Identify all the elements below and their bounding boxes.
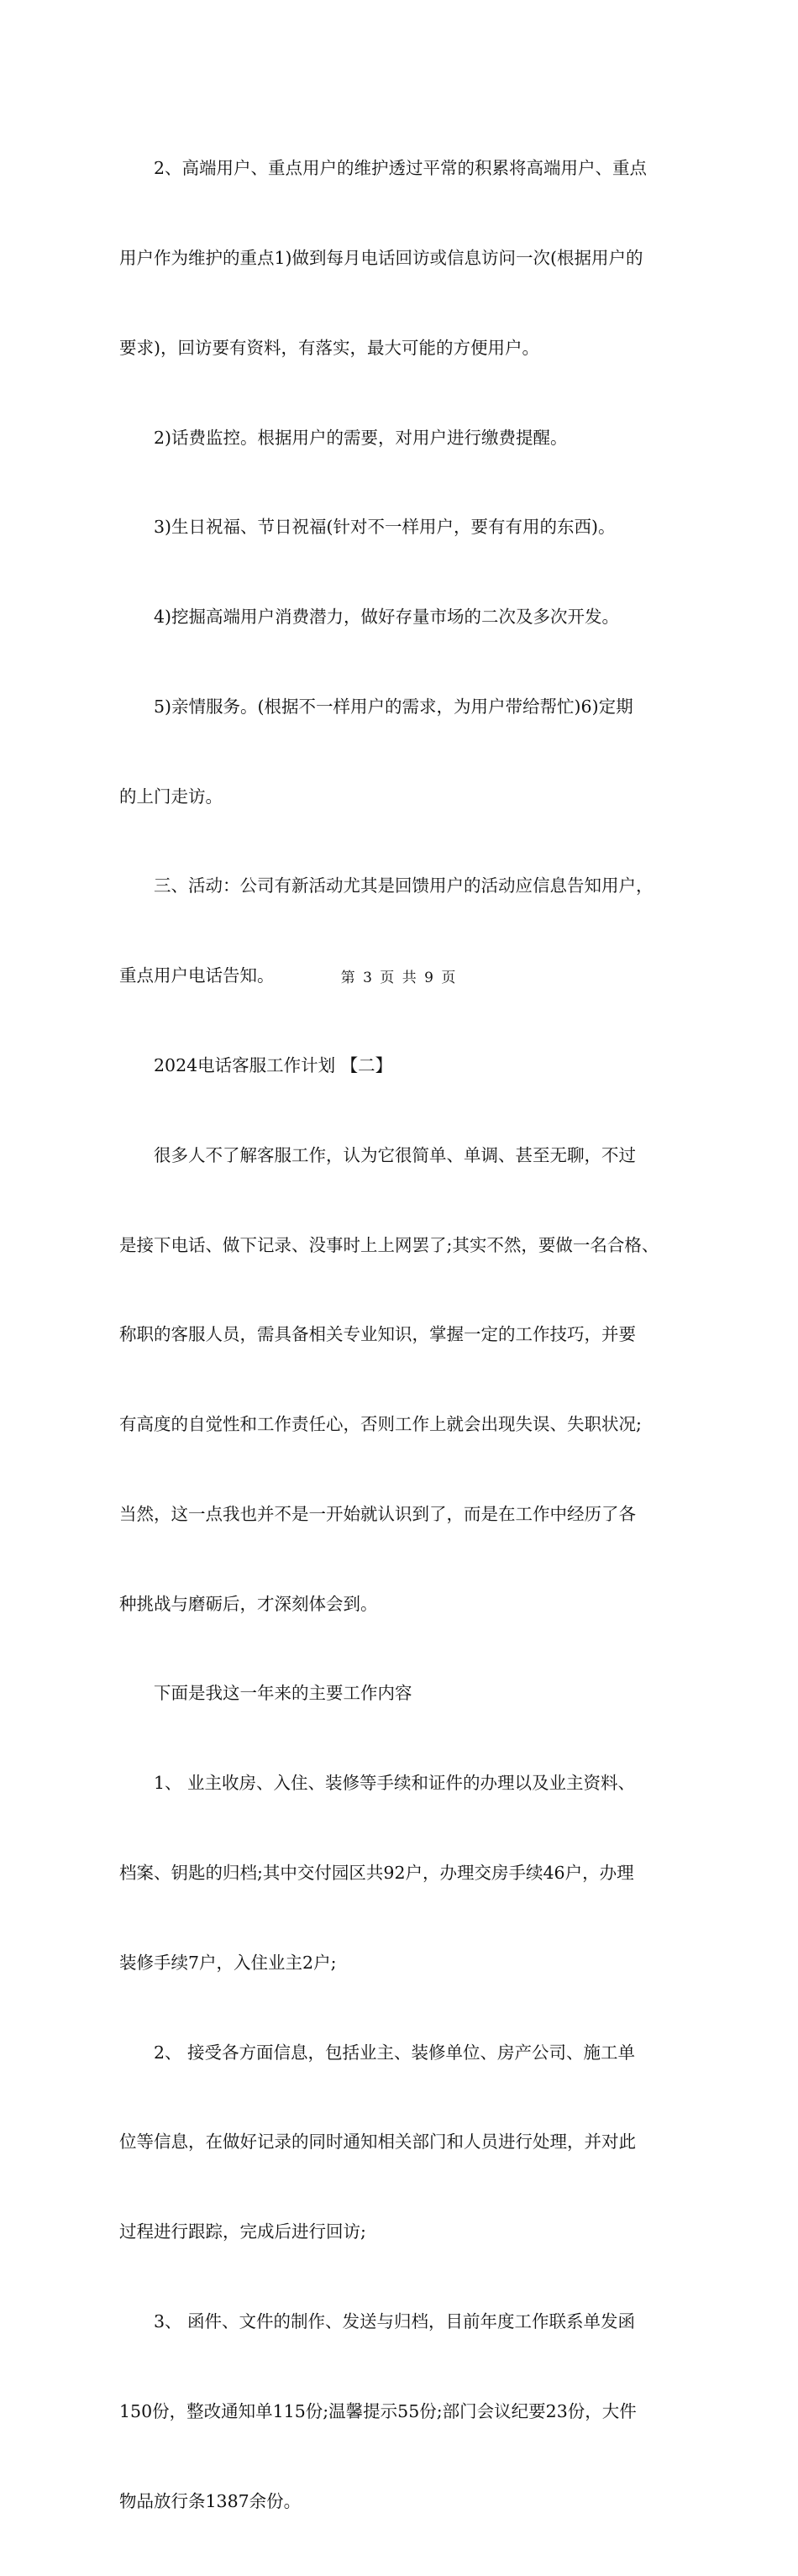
text-line: 150份，整改通知单115份;温馨提示55份;部门会议纪要23份，大件: [119, 2400, 637, 2421]
text-line: 档案、钥匙的归档;其中交付园区共92户，办理交房手续46户，办理: [119, 1863, 634, 1884]
text-line: 3)生日祝福、节日祝福(针对不一样用户，要有有用的东西)。: [119, 517, 616, 538]
text-line: 1、 业主收房、入住、装修等手续和证件的办理以及业主资料、: [119, 1773, 636, 1794]
text-line: 2)话费监控。根据用户的需要，对用户进行缴费提醒。: [119, 427, 568, 448]
text-line: 物品放行条1387余份。: [119, 2490, 302, 2511]
text-line: 2、 接受各方面信息，包括业主、装修单位、房产公司、施工单: [119, 2042, 636, 2063]
text-line: 很多人不了解客服工作，认为它很简单、单调、甚至无聊，不过: [119, 1144, 636, 1165]
text-line: 三、活动：公司有新活动尤其是回馈用户的活动应信息告知用户，: [119, 875, 654, 896]
text-line: 用户作为维护的重点1)做到每月电话回访或信息访问一次(根据用户的: [119, 247, 643, 268]
text-line: 4)挖掘高端用户消费潜力，做好存量市场的二次及多次开发。: [119, 607, 620, 628]
text-line: 种挑战与磨砺后，才深刻体会到。: [119, 1593, 378, 1614]
section-heading: 2024电话客服工作计划 【二】: [119, 1055, 393, 1075]
text-line: 过程进行跟踪，完成后进行回访;: [119, 2221, 366, 2242]
text-line: 2、高端用户、重点用户的维护透过平常的积累将高端用户、重点: [119, 158, 648, 179]
text-line: 当然，这一点我也并不是一开始就认识到了，而是在工作中经历了各: [119, 1503, 636, 1524]
text-line: 装修手续7户，入住业主2户;: [119, 1952, 337, 1973]
text-line: 5)亲情服务。(根据不一样用户的需求，为用户带给帮忙)6)定期: [119, 696, 633, 717]
page-number-footer: 第 3 页 共 9 页: [340, 970, 458, 986]
text-line: 下面是我这一年来的主要工作内容: [119, 1683, 412, 1704]
text-line: 有高度的自觉性和工作责任心，否则工作上就会出现失误、失职状况;: [119, 1414, 642, 1435]
text-block: [119, 94, 684, 2576]
text-line: 的上门走访。: [119, 786, 223, 807]
text-line: 是接下电话、做下记录、没事时上上网罢了;其实不然，要做一名合格、: [119, 1234, 659, 1255]
text-line: 重点用户电话告知。: [119, 965, 275, 986]
text-line: 3、 函件、文件的制作、发送与归档，目前年度工作联系单发函: [119, 2311, 636, 2332]
text-line: 称职的客服人员，需具备相关专业知识，掌握一定的工作技巧，并要: [119, 1324, 636, 1345]
text-line: 位等信息，在做好记录的同时通知相关部门和人员进行处理，并对此: [119, 2132, 636, 2153]
text-line: 要求)，回访要有资料，有落实，最大可能的方便用户。: [119, 337, 539, 358]
document-body: [119, 94, 684, 2576]
